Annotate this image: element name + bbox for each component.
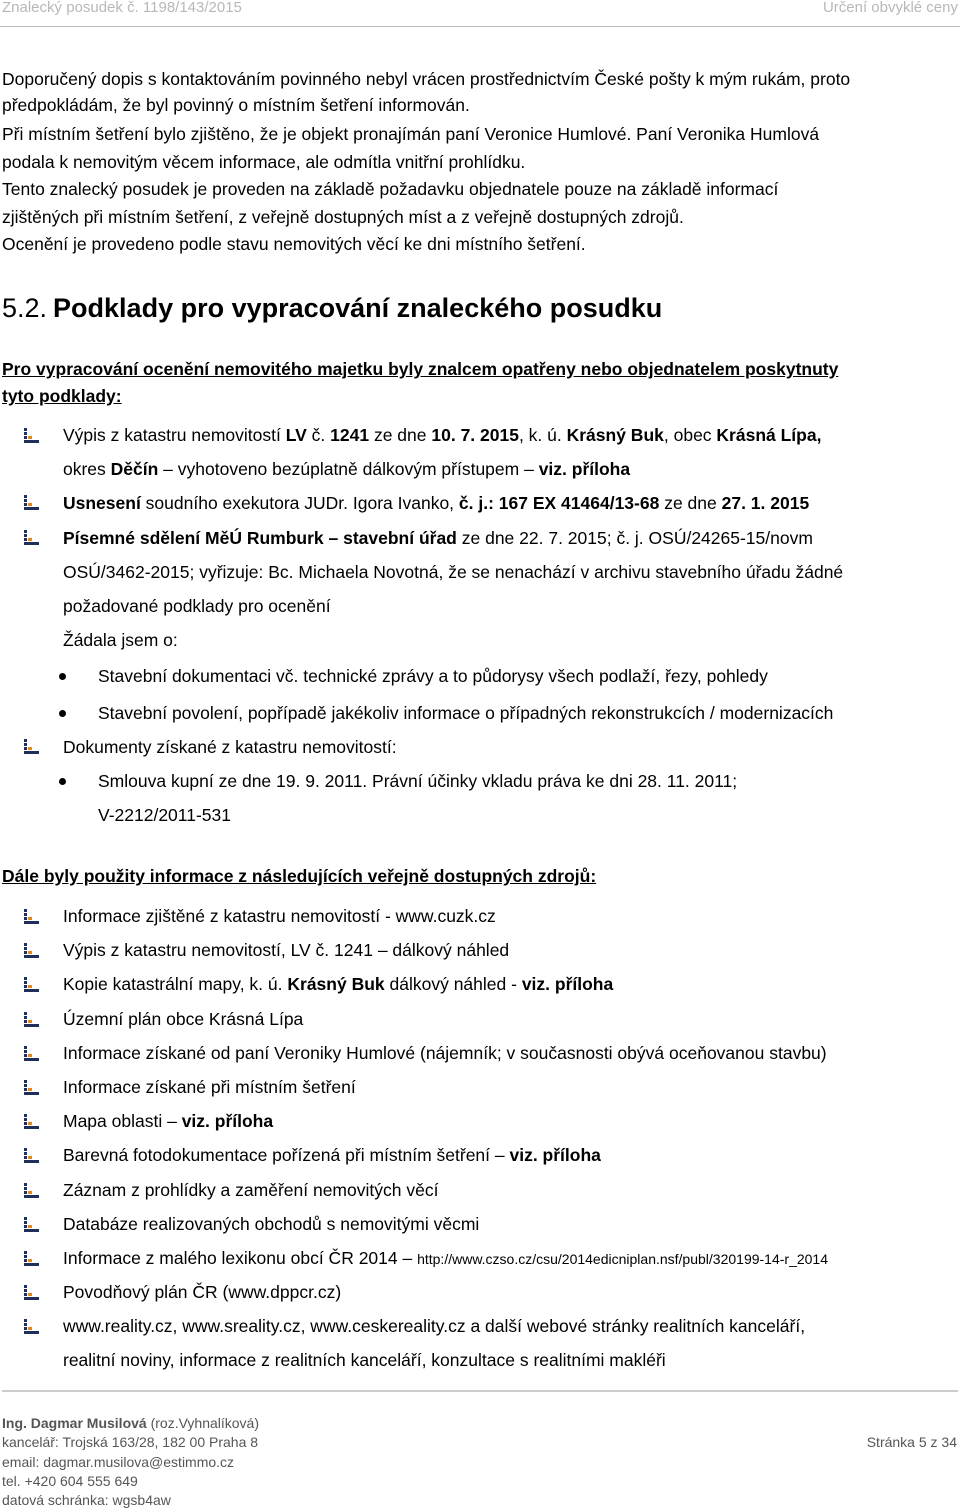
header-title: Znalecký posudek č. 1198/143/2015 <box>2 0 242 16</box>
public-item <box>63 1248 828 1269</box>
intro-line: Tento znalecký posudek je proveden na základě požadavku objednatele pouze na základě informací <box>2 179 779 199</box>
text: Mapa oblasti – <box>63 1111 182 1131</box>
text: viz. příloha <box>521 974 614 994</box>
source-item: Dokumenty získané z katastru nemovitostí: <box>63 737 397 757</box>
text: okres <box>63 459 111 479</box>
bullet-icon <box>22 529 40 547</box>
public-item: www.reality.cz, www.sreality.cz, www.ceskereality.cz a další webové stránky realitních kanceláří, <box>63 1316 806 1336</box>
header-rule <box>0 26 960 27</box>
bullet-icon <box>22 1045 40 1063</box>
text: LV <box>285 425 307 445</box>
bullet-icon <box>22 738 40 756</box>
text: 27. 1. 2015 <box>721 493 810 513</box>
text: , obec <box>663 425 717 445</box>
intro-line: podala k nemovitým věcem informace, ale odmítla vnitřní prohlídku. <box>2 152 526 172</box>
public-item <box>63 974 613 995</box>
sub-item: Stavební povolení, popřípadě jakékoliv informace o případných rekonstrukcích / modernizacích <box>98 703 834 723</box>
bullet-dot <box>59 710 66 717</box>
source-item <box>63 425 821 446</box>
public-item-cont: realitní noviny, informace z realitních kanceláří, konzultace s realitními makléři <box>63 1350 666 1370</box>
public-item: Záznam z prohlídky a zaměření nemovitých věcí <box>63 1180 439 1200</box>
bullet-icon <box>22 1250 40 1268</box>
sub-item-cont: V-2212/2011-531 <box>98 805 231 825</box>
text: 1241 <box>330 425 370 445</box>
bullet-dot <box>59 778 66 785</box>
intro-line: Při místním šetření bylo zjištěno, že je objekt pronajímán paní Veronice Humlové. Paní Veronika Humlová <box>2 124 820 144</box>
bullet-icon <box>22 976 40 994</box>
public-item: Databáze realizovaných obchodů s nemovitými věcmi <box>63 1214 480 1234</box>
public-item <box>63 1111 273 1132</box>
public-heading: Dále byly použity informace z následujících veřejně dostupných zdrojů: <box>2 866 597 886</box>
text: Děčín <box>110 459 159 479</box>
text: ze dne <box>659 493 722 513</box>
bullet-icon <box>22 494 40 512</box>
czso-link[interactable]: http://www.czso.cz/csu/2014edicniplan.nsf/publ/320199-14-r_2014 <box>417 1251 828 1267</box>
intro-line: Doporučený dopis s kontaktováním povinného nebyl vrácen prostřednictvím České pošty k mým rukám, proto <box>2 69 851 89</box>
bullet-icon <box>22 1113 40 1131</box>
footer-rule <box>2 1390 958 1392</box>
page-number: Stránka 5 z 34 <box>866 1434 957 1450</box>
intro-line: Ocenění je provedeno podle stavu nemovitých věcí ke dni místního šetření. <box>2 234 586 254</box>
text: Barevná fotodokumentace pořízená při místním šetření – <box>63 1145 510 1165</box>
source-item <box>63 493 809 514</box>
section-heading <box>2 293 662 324</box>
text: soudního exekutora JUDr. Igora Ivanko, <box>140 493 459 513</box>
text: Kopie katastrální mapy, k. ú. <box>63 974 288 994</box>
footer-phone: tel. +420 604 555 649 <box>2 1473 138 1489</box>
text: viz. příloha <box>509 1145 601 1165</box>
footer-office: kancelář: Trojská 163/28, 182 00 Praha 8 <box>2 1434 259 1450</box>
bullet-icon <box>22 1318 40 1336</box>
text: Usnesení <box>63 493 141 513</box>
sub-item: Stavební dokumentaci vč. technické zprávy a to půdorysy všech podlaží, řezy, pohledy <box>98 666 768 686</box>
section-number: 5.2. <box>2 293 48 323</box>
source-item-cont: OSÚ/3462-2015; vyřizuje: Bc. Michaela Novotná, že se nenachází v archivu stavebního úřadu žádné <box>63 562 844 582</box>
bullet-icon <box>22 1216 40 1234</box>
text: ze dne <box>369 425 432 445</box>
intro-line: předpokládám, že byl povinný o místním šetření informován. <box>2 95 470 115</box>
public-item: Informace získané při místním šetření <box>63 1077 356 1097</box>
header-section: Určení obvyklé ceny <box>822 0 958 16</box>
author-maiden: (roz.Vyhnalíková) <box>146 1415 260 1431</box>
text: Informace z malého lexikonu obcí ČR 2014 – <box>63 1248 418 1268</box>
source-item-cont <box>63 459 630 480</box>
bullet-icon <box>22 1147 40 1165</box>
bullet-icon <box>22 942 40 960</box>
sub-item: Smlouva kupní ze dne 19. 9. 2011. Právní účinky vkladu práva ke dni 28. 11. 2011; <box>98 771 738 791</box>
text: Výpis z katastru nemovitostí <box>63 425 286 445</box>
bullet-icon <box>22 1284 40 1302</box>
public-item: Povodňový plán ČR (www.dppcr.cz) <box>63 1282 342 1302</box>
text: Krásná Lípa, <box>716 425 822 445</box>
footer-databox: datová schránka: wgsb4aw <box>2 1492 171 1508</box>
text: , k. ú. <box>518 425 567 445</box>
public-item: Výpis z katastru nemovitostí, LV č. 1241 – dálkový náhled <box>63 940 510 960</box>
bullet-icon <box>22 1182 40 1200</box>
source-item-cont: Žádala jsem o: <box>63 630 178 650</box>
public-item: Informace získané od paní Veroniky Humlové (nájemník; v současnosti obývá oceňovanou stavbu) <box>63 1043 827 1063</box>
page-header <box>0 0 960 30</box>
text: ze dne 22. 7. 2015; č. j. OSÚ/24265-15/novm <box>456 528 813 548</box>
source-item <box>63 528 813 549</box>
text: Krásný Buk <box>287 974 385 994</box>
provided-heading: Pro vypracování ocenění nemovitého majetku byly znalcem opatřeny nebo objednatelem poskytnuty <box>2 359 839 379</box>
source-item-cont: požadované podklady pro ocenění <box>63 596 331 616</box>
author-name: Ing. Dagmar Musilová <box>2 1415 147 1431</box>
bullet-icon <box>22 908 40 926</box>
provided-heading: tyto podklady: <box>2 386 122 406</box>
bullet-icon <box>22 427 40 445</box>
public-item: Územní plán obce Krásná Lípa <box>63 1009 304 1029</box>
public-item <box>63 1145 601 1166</box>
text: 10. 7. 2015 <box>431 425 519 445</box>
bullet-icon <box>22 1079 40 1097</box>
bullet-dot <box>59 673 66 680</box>
text: – vyhotoveno bezúplatně dálkovým přístupem – <box>158 459 539 479</box>
section-title: Podklady pro vypracování znaleckého posudku <box>53 293 663 323</box>
text: č. <box>306 425 331 445</box>
intro-line: zjištěných při místním šetření, z veřejně dostupných míst a z veřejně dostupných zdrojů. <box>2 207 684 227</box>
public-item: Informace zjištěné z katastru nemovitostí - www.cuzk.cz <box>63 906 496 926</box>
text: Písemné sdělení MěÚ Rumburk – stavební úřad <box>63 528 457 548</box>
text: Krásný Buk <box>566 425 664 445</box>
bullet-icon <box>22 1011 40 1029</box>
text: viz. příloha <box>538 459 631 479</box>
text: dálkový náhled - <box>384 974 522 994</box>
footer-author <box>2 1415 259 1431</box>
text: č. j.: 167 EX 41464/13-68 <box>458 493 660 513</box>
footer-email: email: dagmar.musilova@estimmo.cz <box>2 1454 235 1470</box>
text: viz. příloha <box>181 1111 274 1131</box>
